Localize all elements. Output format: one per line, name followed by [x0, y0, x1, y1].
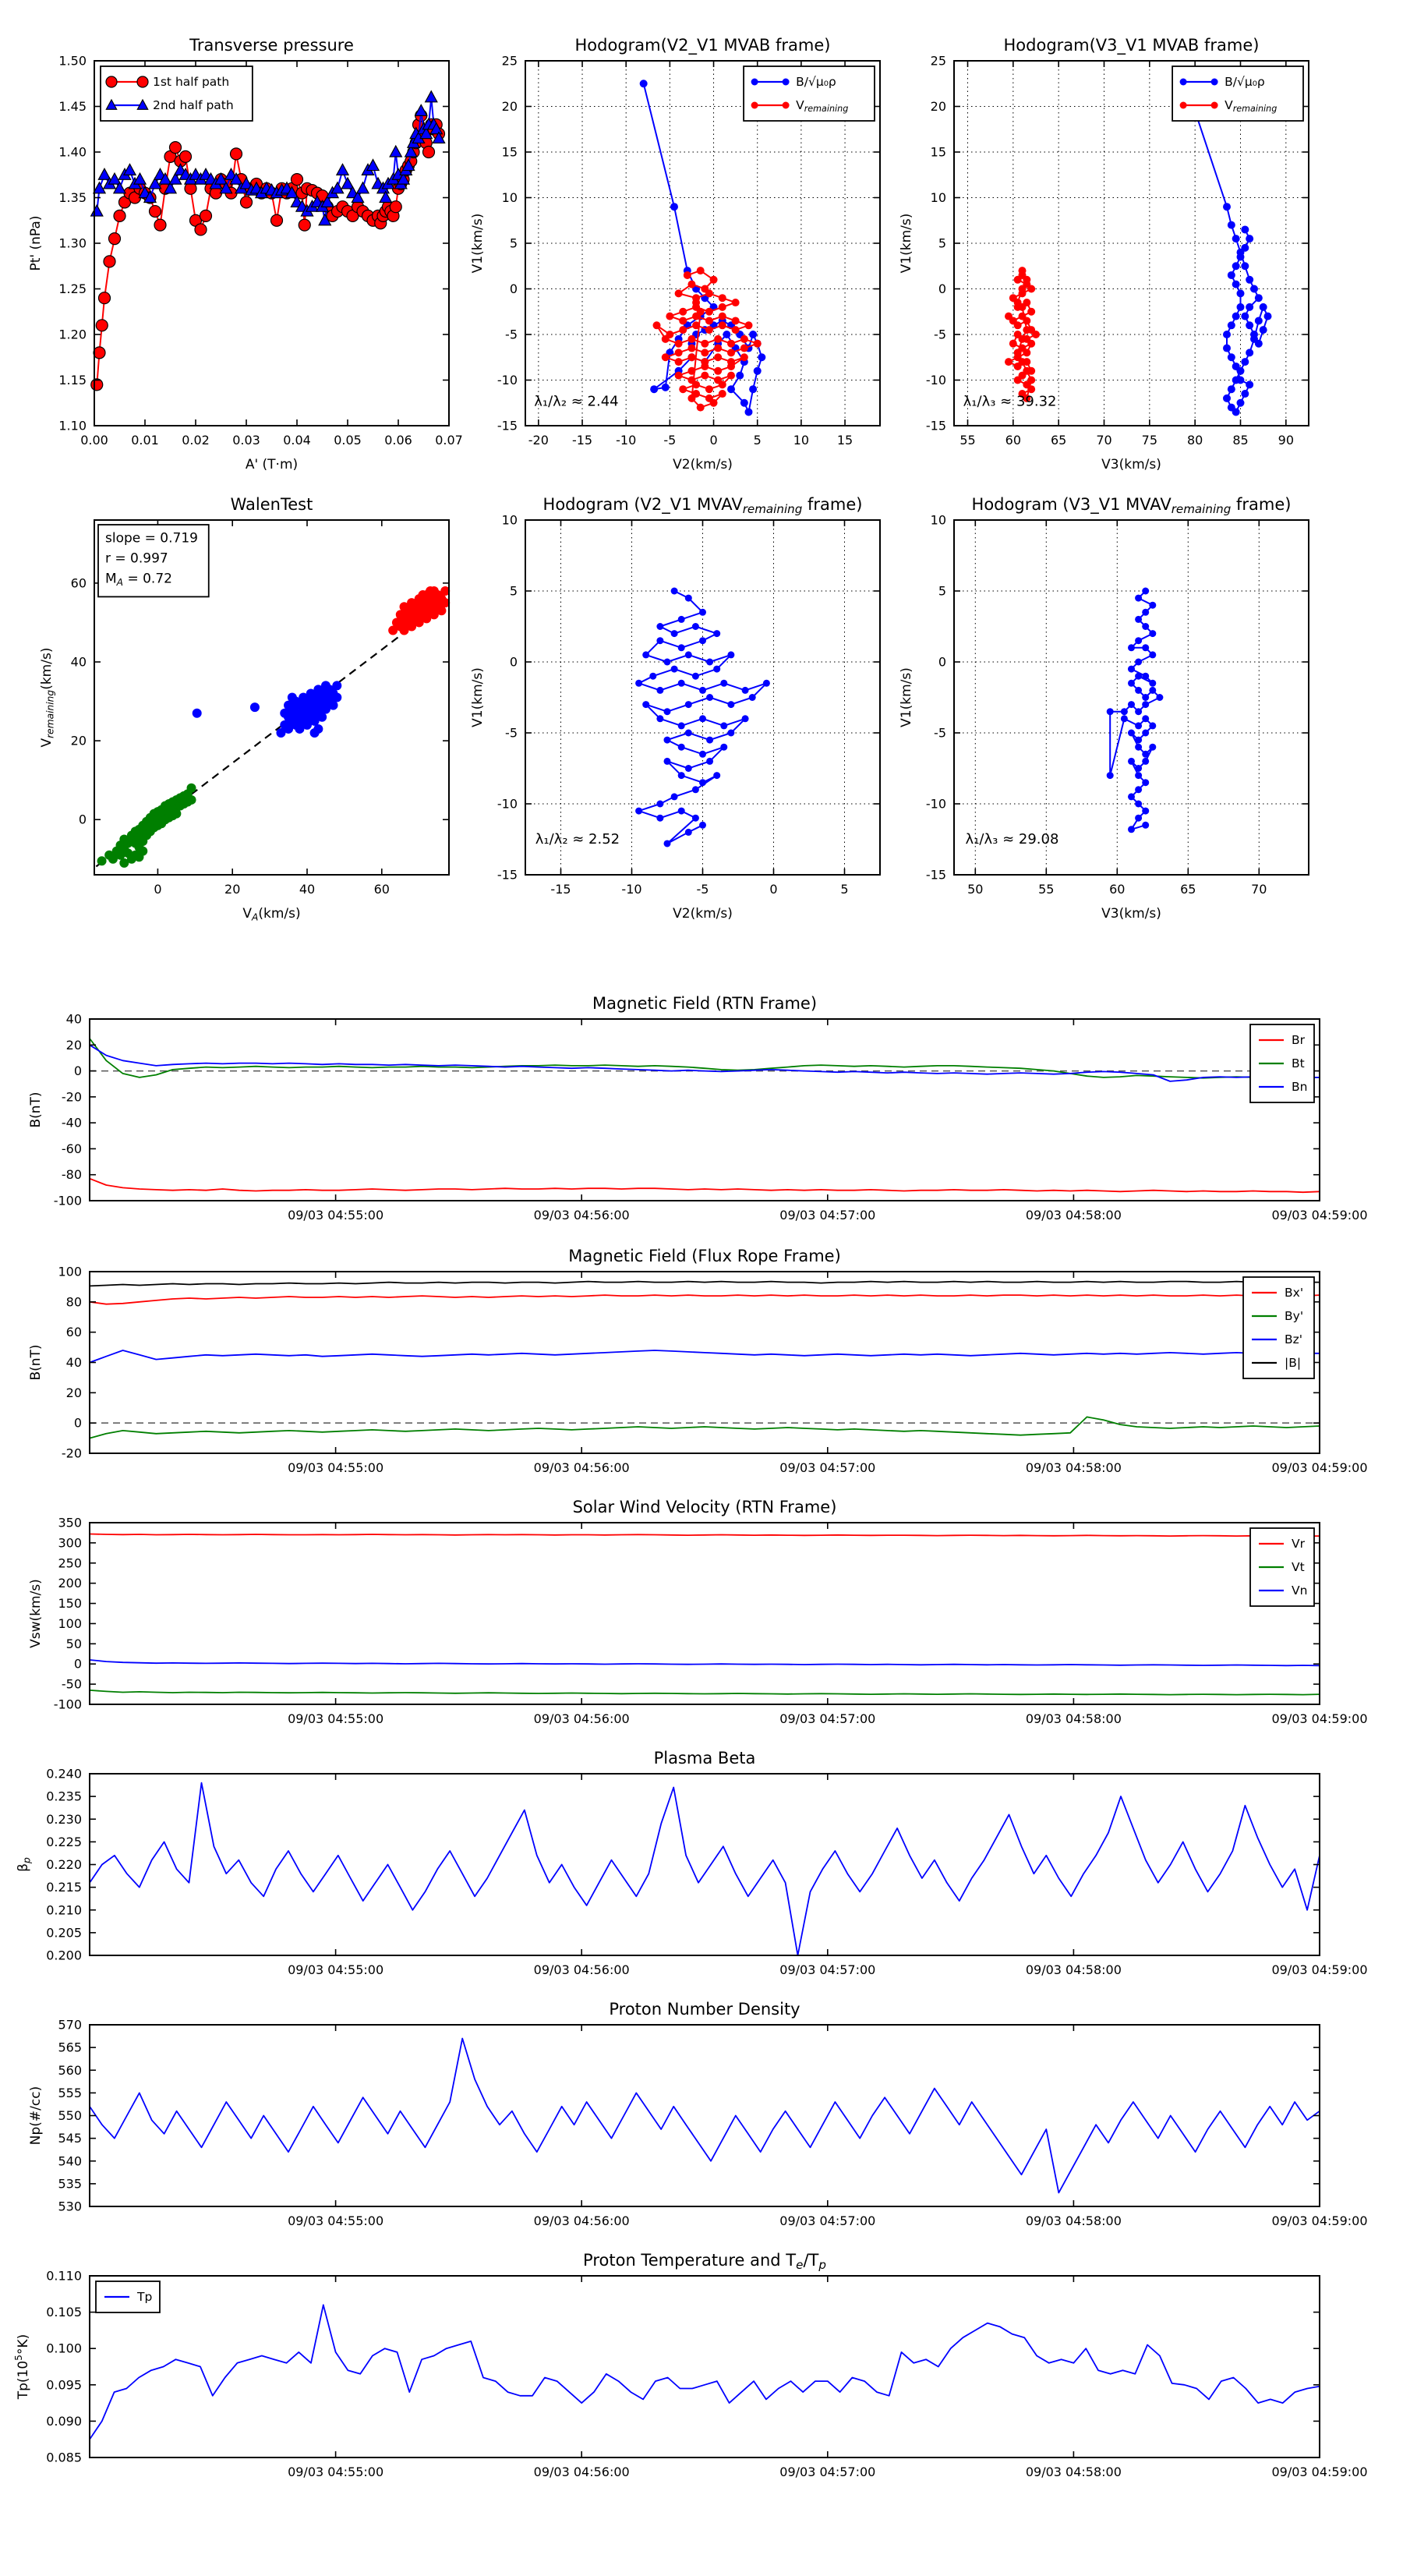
- y-tick-label: 0: [509, 654, 518, 670]
- y-tick-label: 535: [58, 2176, 82, 2192]
- y-tick-label: -5: [505, 725, 518, 741]
- x-axis-label: V3(km/s): [1101, 457, 1161, 472]
- x-tick-label: 65: [1180, 882, 1196, 897]
- legend-item-label: Vr: [1292, 1537, 1306, 1551]
- y-tick-label: -5: [934, 725, 946, 741]
- y-tick-label: 20: [65, 1037, 82, 1053]
- x-tick-label: -10: [616, 433, 637, 448]
- x-tick-label: 09/03 04:56:00: [533, 2465, 630, 2479]
- y-axis-label: Pt' (nPa): [28, 215, 44, 271]
- y-tick-label: 1.10: [58, 418, 87, 433]
- x-tick-label: 09/03 04:55:00: [288, 2465, 384, 2479]
- x-tick-label: 55: [959, 433, 976, 448]
- x-tick-label: 09/03 04:57:00: [779, 2213, 876, 2228]
- x-tick-label: 09/03 04:56:00: [533, 1711, 630, 1726]
- y-tick-label: 300: [58, 1535, 82, 1551]
- y-tick-label: 200: [58, 1576, 82, 1591]
- x-tick-label: 5: [753, 433, 762, 448]
- y-tick-label: -10: [497, 796, 518, 812]
- x-tick-label: 0.02: [182, 433, 210, 448]
- x-tick-label: 15: [836, 433, 853, 448]
- x-tick-label: 09/03 04:55:00: [288, 1208, 384, 1223]
- y-tick-label: -15: [925, 418, 946, 433]
- chart-p_beta: [16, 1749, 1368, 1977]
- legend-item-label: Vn: [1292, 1583, 1308, 1598]
- x-tick-label: 09/03 04:59:00: [1271, 1208, 1368, 1223]
- legend: [1250, 1528, 1314, 1606]
- x-tick-label: 70: [1251, 882, 1267, 897]
- x-tick-label: 09/03 04:57:00: [779, 2465, 876, 2479]
- x-tick-label: 09/03 04:58:00: [1025, 1711, 1122, 1726]
- y-tick-label: 150: [58, 1596, 82, 1612]
- y-axis-label: B(nT): [28, 1092, 44, 1128]
- annotation: λ₁/λ₂ ≈ 2.52: [535, 830, 620, 847]
- x-tick-label: 85: [1232, 433, 1249, 448]
- x-tick-label: 09/03 04:59:00: [1271, 1711, 1368, 1726]
- y-tick-label: 0: [73, 1656, 82, 1672]
- y-tick-label: -5: [934, 327, 946, 342]
- x-tick-label: 09/03 04:57:00: [779, 1208, 876, 1223]
- y-tick-label: -15: [925, 867, 946, 883]
- chart-p_swv: [28, 1498, 1368, 1726]
- x-tick-label: 09/03 04:57:00: [779, 1711, 876, 1726]
- x-tick-label: -20: [528, 433, 549, 448]
- x-tick-label: 90: [1278, 433, 1295, 448]
- y-tick-label: 100: [58, 1615, 82, 1631]
- legend-item-label: 1st half path: [153, 75, 230, 89]
- y-tick-label: 0: [938, 654, 946, 670]
- y-tick-label: 545: [58, 2131, 82, 2146]
- x-tick-label: 0: [154, 882, 162, 897]
- legend-item-label: Br: [1292, 1033, 1306, 1047]
- y-tick-label: 350: [58, 1515, 82, 1530]
- chart-p_mf_rtn: [28, 994, 1368, 1223]
- y-tick-label: 40: [70, 654, 87, 670]
- y-axis-label: V1(km/s): [899, 213, 914, 274]
- x-tick-label: 20: [224, 882, 241, 897]
- y-tick-label: 0.100: [46, 2341, 82, 2356]
- y-tick-label: 50: [65, 1636, 82, 1651]
- x-axis-label: V3(km/s): [1101, 906, 1161, 922]
- x-tick-label: -5: [663, 433, 677, 448]
- x-tick-label: 09/03 04:59:00: [1271, 1962, 1368, 1977]
- chart-p_hodo_mvab_v2: [470, 36, 880, 472]
- y-tick-label: 10: [930, 512, 946, 528]
- x-tick-label: 10: [793, 433, 810, 448]
- legend: [1172, 66, 1303, 121]
- x-axis-label: A' (T·m): [245, 457, 299, 472]
- x-tick-label: 0.00: [80, 433, 108, 448]
- x-tick-label: 60: [373, 882, 390, 897]
- x-tick-label: 0: [709, 433, 718, 448]
- y-tick-label: 10: [501, 512, 518, 528]
- x-tick-label: 09/03 04:56:00: [533, 1962, 630, 1977]
- legend-item-label: Bx': [1285, 1286, 1304, 1300]
- y-tick-label: 570: [58, 2017, 82, 2033]
- y-axis-label: V1(km/s): [470, 667, 486, 727]
- y-axis-label: Np(#/cc): [28, 2086, 44, 2146]
- y-tick-label: 80: [65, 1294, 82, 1310]
- legend: [744, 66, 875, 121]
- chart-title: Hodogram (V3_V1 $MVAV_{remaining}$ frame): [971, 495, 1292, 517]
- chart-p_hodo_mvav_v3: [899, 495, 1309, 922]
- y-tick-label: 40: [65, 1011, 82, 1027]
- y-tick-label: 5: [938, 235, 946, 251]
- y-tick-label: 15: [930, 144, 946, 160]
- x-tick-label: 09/03 04:58:00: [1025, 2465, 1122, 2479]
- x-tick-label: 60: [1109, 882, 1126, 897]
- legend-item-label: Bz': [1285, 1332, 1303, 1346]
- y-tick-label: 20: [65, 1385, 82, 1400]
- annotation: λ₁/λ₃ ≈ 29.08: [965, 830, 1059, 847]
- legend-item-label: Vt: [1292, 1560, 1305, 1574]
- y-axis-label: $V_{remaining}(km/s)$: [39, 647, 56, 748]
- legend: [1243, 1277, 1314, 1378]
- y-tick-label: 1.35: [58, 190, 87, 205]
- y-tick-label: 20: [70, 733, 87, 748]
- chart-title: Hodogram(V2_V1 MVAB frame): [574, 36, 831, 55]
- x-tick-label: 0.01: [131, 433, 159, 448]
- legend-item-label: $V_{remaining}$: [796, 98, 849, 115]
- y-tick-label: -60: [61, 1141, 82, 1156]
- y-tick-label: -100: [53, 1697, 82, 1712]
- y-tick-label: 0.220: [46, 1857, 82, 1872]
- y-tick-label: 0.215: [46, 1880, 82, 1895]
- textbox-line: r = 0.997: [105, 550, 168, 567]
- y-tick-label: -20: [61, 1445, 82, 1461]
- y-tick-label: 10: [930, 190, 946, 205]
- y-tick-label: 555: [58, 2085, 82, 2100]
- y-tick-label: 530: [58, 2199, 82, 2214]
- y-tick-label: 100: [58, 1264, 82, 1279]
- x-tick-label: -5: [696, 882, 709, 897]
- y-tick-label: 540: [58, 2153, 82, 2169]
- y-axis-label: $\beta_p$: [16, 1857, 33, 1872]
- y-axis-label: B(nT): [28, 1344, 44, 1381]
- x-tick-label: 09/03 04:57:00: [779, 1460, 876, 1475]
- y-axis-label: V1(km/s): [899, 667, 914, 727]
- legend: [1250, 1024, 1314, 1102]
- textbox-line: slope = 0.719: [105, 530, 198, 547]
- x-tick-label: -10: [621, 882, 642, 897]
- y-tick-label: 0.110: [46, 2268, 82, 2284]
- chart-p_hodo_mvav_v2: [470, 495, 880, 922]
- chart-title: Transverse pressure: [189, 36, 354, 55]
- x-tick-label: 0.07: [435, 433, 463, 448]
- chart-title: Solar Wind Velocity (RTN Frame): [572, 1498, 837, 1516]
- annotation: λ₁/λ₂ ≈ 2.44: [534, 393, 619, 410]
- x-tick-label: 0.04: [283, 433, 311, 448]
- y-tick-label: 5: [509, 235, 518, 251]
- x-tick-label: 5: [840, 882, 849, 897]
- legend: [101, 66, 253, 121]
- legend: [96, 2281, 160, 2312]
- y-tick-label: 25: [930, 53, 946, 69]
- y-tick-label: 40: [65, 1355, 82, 1370]
- y-tick-label: 0.235: [46, 1789, 82, 1804]
- y-tick-label: 0.225: [46, 1834, 82, 1849]
- legend-item-label: 2nd half path: [153, 98, 234, 112]
- chart-title: Plasma Beta: [653, 1749, 756, 1767]
- chart-p_mf_fr: [28, 1247, 1368, 1475]
- legend-item-label: Bn: [1292, 1080, 1308, 1094]
- x-tick-label: 70: [1096, 433, 1112, 448]
- x-tick-label: 09/03 04:56:00: [533, 1460, 630, 1475]
- y-tick-label: 1.25: [58, 281, 87, 296]
- y-tick-label: 0.200: [46, 1948, 82, 1963]
- chart-title: WalenTest: [230, 495, 313, 514]
- y-tick-label: 0: [938, 281, 946, 296]
- y-tick-label: 5: [938, 583, 946, 599]
- y-tick-label: -100: [53, 1193, 82, 1208]
- chart-title: Hodogram(V3_V1 MVAB frame): [1003, 36, 1260, 55]
- x-tick-label: 09/03 04:58:00: [1025, 1208, 1122, 1223]
- x-tick-label: 09/03 04:55:00: [288, 1460, 384, 1475]
- y-tick-label: 5: [509, 583, 518, 599]
- y-tick-label: 25: [501, 53, 518, 69]
- x-tick-label: 09/03 04:59:00: [1271, 2465, 1368, 2479]
- chart-title: Hodogram (V2_V1 $MVAV_{remaining}$ frame): [542, 495, 863, 517]
- x-axis-label: $V_A(km/s)$: [242, 906, 301, 923]
- y-tick-label: -20: [61, 1089, 82, 1105]
- y-tick-label: 1.50: [58, 53, 87, 69]
- y-tick-label: -10: [925, 373, 946, 387]
- x-tick-label: -15: [571, 433, 593, 448]
- legend-item-label: $V_{remaining}$: [1225, 98, 1278, 115]
- y-tick-label: 0: [78, 812, 87, 827]
- y-axis-label: V1(km/s): [470, 213, 486, 274]
- y-tick-label: 560: [58, 2062, 82, 2078]
- x-tick-label: 50: [967, 882, 984, 897]
- chart-p_np: [28, 2000, 1368, 2228]
- y-tick-label: -40: [61, 1115, 82, 1131]
- x-axis-label: V2(km/s): [673, 457, 733, 472]
- y-axis-label: $Tp(10^5^\circ K)$: [13, 2334, 31, 2400]
- y-tick-label: 0: [73, 1415, 82, 1431]
- y-tick-label: -80: [61, 1167, 82, 1183]
- chart-p_tp: [13, 2251, 1367, 2479]
- y-tick-label: 565: [58, 2040, 82, 2055]
- legend-item-label: B/√μ₀ρ: [1225, 75, 1265, 89]
- x-tick-label: 0: [769, 882, 778, 897]
- x-tick-label: 09/03 04:55:00: [288, 1962, 384, 1977]
- y-tick-label: 550: [58, 2108, 82, 2123]
- y-tick-label: 20: [930, 99, 946, 114]
- y-tick-label: -5: [505, 327, 518, 342]
- y-tick-label: -50: [61, 1676, 82, 1692]
- x-tick-label: 09/03 04:58:00: [1025, 1962, 1122, 1977]
- x-tick-label: 0.03: [232, 433, 260, 448]
- x-tick-label: 09/03 04:55:00: [288, 2213, 384, 2228]
- x-tick-label: 60: [1005, 433, 1022, 448]
- x-tick-label: 09/03 04:56:00: [533, 1208, 630, 1223]
- x-tick-label: -15: [550, 882, 571, 897]
- x-tick-label: 40: [299, 882, 316, 897]
- y-tick-label: -10: [497, 373, 518, 387]
- y-tick-label: 0.090: [46, 2413, 82, 2429]
- chart-title: Magnetic Field (Flux Rope Frame): [568, 1247, 841, 1265]
- y-tick-label: 60: [70, 575, 87, 591]
- y-tick-label: 0.205: [46, 1925, 82, 1941]
- legend-item-label: By': [1285, 1309, 1304, 1323]
- x-axis-label: V2(km/s): [673, 906, 733, 922]
- x-tick-label: 09/03 04:58:00: [1025, 2213, 1122, 2228]
- y-tick-label: 1.15: [58, 373, 87, 387]
- x-tick-label: 09/03 04:59:00: [1271, 1460, 1368, 1475]
- legend-item-label: |B|: [1285, 1356, 1302, 1370]
- y-axis-label: Vsw(km/s): [28, 1579, 44, 1648]
- chart-title: Proton Temperature and $T_e/T_p$: [583, 2251, 826, 2273]
- x-tick-label: 09/03 04:56:00: [533, 2213, 630, 2228]
- legend-item-label: Tp: [137, 2290, 153, 2304]
- x-tick-label: 0.05: [334, 433, 362, 448]
- y-tick-label: 1.20: [58, 327, 87, 342]
- x-tick-label: 65: [1050, 433, 1067, 448]
- y-tick-label: 0: [73, 1063, 82, 1079]
- x-tick-label: 0.06: [384, 433, 412, 448]
- y-tick-label: 0: [509, 281, 518, 296]
- x-tick-label: 09/03 04:55:00: [288, 1711, 384, 1726]
- x-tick-label: 09/03 04:59:00: [1271, 2213, 1368, 2228]
- y-tick-label: 0.085: [46, 2450, 82, 2465]
- legend-item-label: Bt: [1292, 1056, 1305, 1070]
- y-tick-label: 60: [65, 1325, 82, 1340]
- y-tick-label: 250: [58, 1555, 82, 1571]
- chart-p_transverse: [28, 36, 463, 472]
- y-tick-label: 1.45: [58, 99, 87, 114]
- y-tick-label: 0.095: [46, 2377, 82, 2393]
- chart-title: Magnetic Field (RTN Frame): [592, 994, 818, 1013]
- y-tick-label: 0.210: [46, 1902, 82, 1918]
- y-tick-label: -15: [497, 418, 518, 433]
- y-tick-label: 10: [501, 190, 518, 205]
- legend-item-label: B/√μ₀ρ: [796, 75, 836, 89]
- x-tick-label: 09/03 04:58:00: [1025, 1460, 1122, 1475]
- x-tick-label: 55: [1038, 882, 1055, 897]
- y-tick-label: 1.30: [58, 235, 87, 251]
- y-tick-label: 20: [501, 99, 518, 114]
- x-tick-label: 09/03 04:57:00: [779, 1962, 876, 1977]
- y-tick-label: -10: [925, 796, 946, 812]
- chart-title: Proton Number Density: [609, 2000, 800, 2019]
- y-tick-label: 0.240: [46, 1766, 82, 1782]
- chart-p_hodo_mvab_v3: [899, 36, 1309, 472]
- y-tick-label: 15: [501, 144, 518, 160]
- y-tick-label: 0.105: [46, 2305, 82, 2320]
- textbox-line: $M_A = 0.72$: [105, 571, 172, 588]
- y-tick-label: 0.230: [46, 1811, 82, 1827]
- chart-p_walen: [39, 495, 450, 922]
- y-tick-label: -15: [497, 867, 518, 883]
- x-tick-label: 80: [1186, 433, 1203, 448]
- annotation: λ₁/λ₃ ≈ 39.32: [963, 393, 1057, 410]
- x-tick-label: 75: [1141, 433, 1158, 448]
- y-tick-label: 1.40: [58, 144, 87, 160]
